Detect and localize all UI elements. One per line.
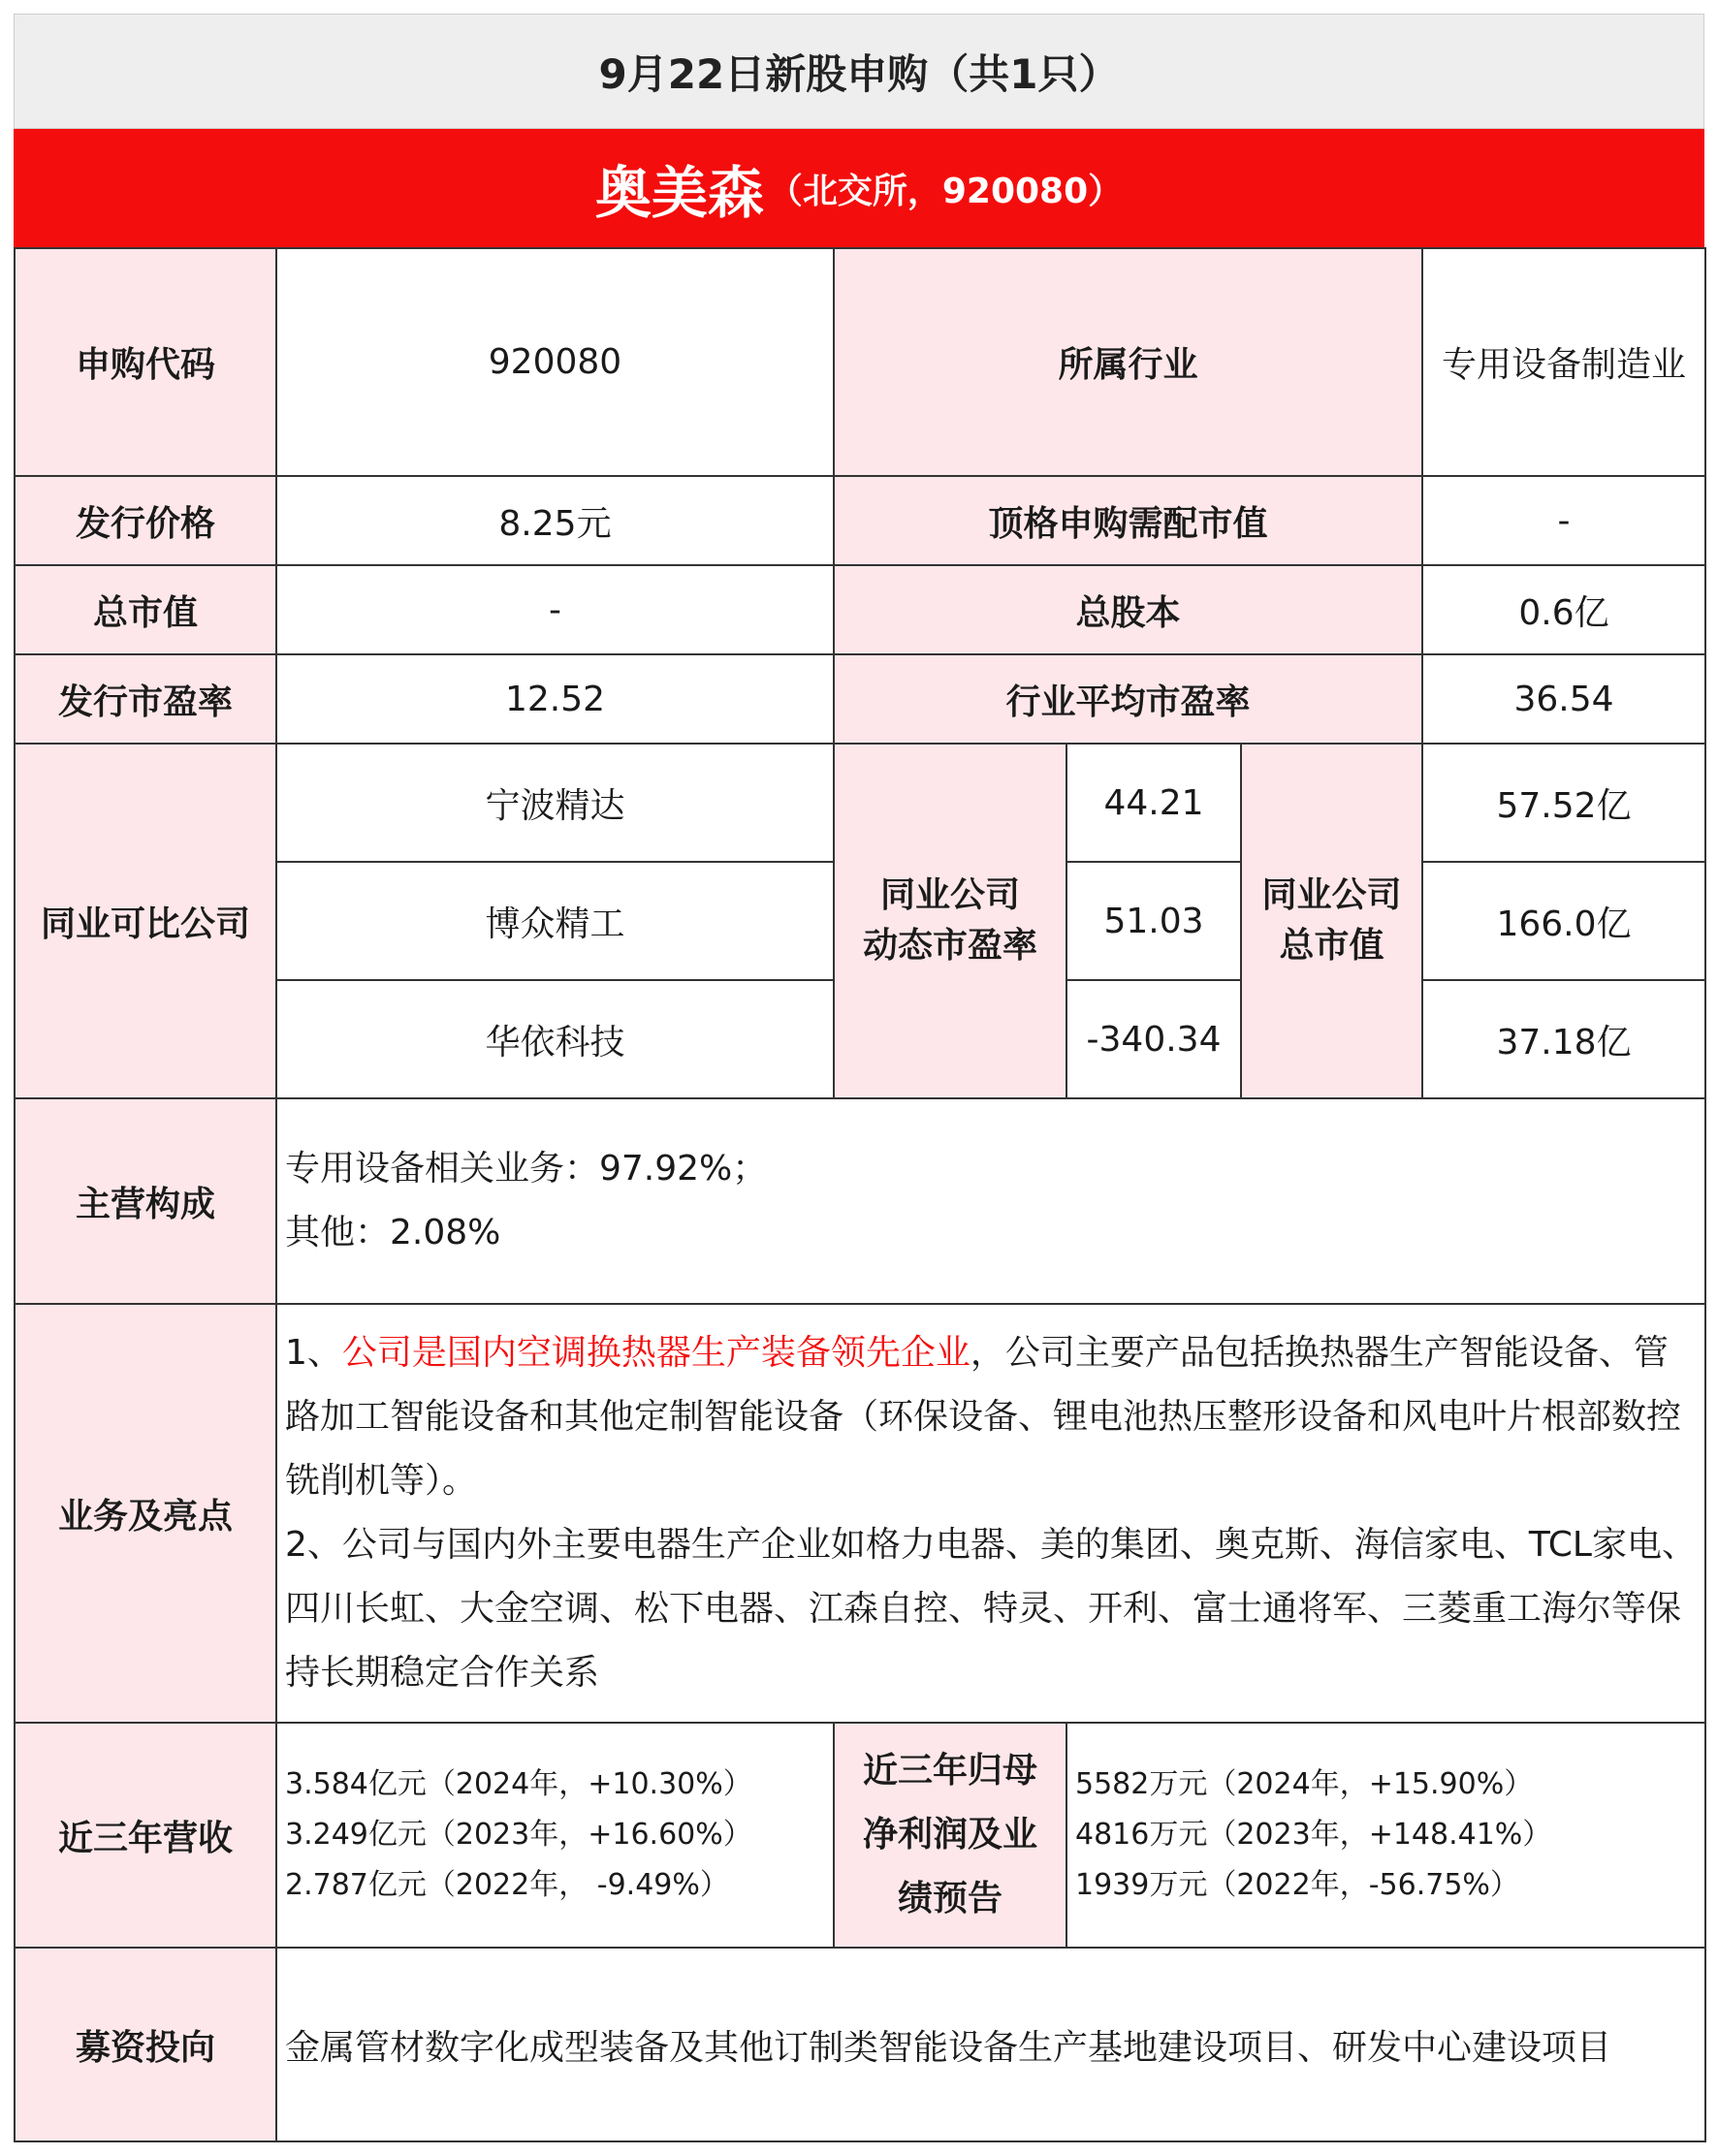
label-peer-cap [1241, 744, 1422, 1098]
profit-2023: 4816万元（2023年，+148.41%） [1075, 1818, 1552, 1852]
value-industry-avg-pe: 36.54 [1422, 654, 1705, 744]
stock-name: 奥美森 [594, 160, 764, 226]
table-row [15, 248, 1705, 476]
main-business-line1: 专用设备相关业务：97.92%； [285, 1149, 768, 1189]
peer-name: 博众精工 [276, 862, 834, 980]
value-industry: 专用设备制造业 [1422, 248, 1705, 476]
label-main-business: 主营构成 [15, 1098, 276, 1304]
table-row [15, 476, 1705, 565]
ipo-info-table [14, 247, 1706, 2142]
label-net-profit-line1: 近三年归母 [862, 1751, 1037, 1791]
label-fund-usage: 募资投向 [15, 1948, 276, 2141]
label-total-shares: 总股本 [834, 565, 1422, 654]
label-total-market-cap: 总市值 [15, 565, 276, 654]
peer-cap: 166.0亿 [1422, 862, 1705, 980]
value-fund-usage: 金属管材数字化成型装备及其他订制类智能设备生产基地建设项目、研发中心建设项目 [276, 1948, 1705, 2141]
main-business-line2: 其他：2.08% [285, 1213, 501, 1252]
table-row [15, 1948, 1705, 2141]
value-subscription-code: 920080 [276, 248, 834, 476]
stock-header [14, 129, 1704, 247]
label-highlights: 业务及亮点 [15, 1304, 276, 1723]
label-industry-avg-pe: 行业平均市盈率 [834, 654, 1422, 744]
table-row [15, 1304, 1705, 1723]
label-revenue: 近三年营收 [15, 1723, 276, 1948]
peer-pe: 51.03 [1066, 862, 1241, 980]
label-peer-cap-line2: 总市值 [1279, 926, 1384, 966]
profit-2022: 1939万元（2022年，-56.75%） [1075, 1868, 1519, 1902]
highlight-1-emphasis: 公司是国内空调换热器生产装备领先企业 [341, 1333, 970, 1373]
table-row [15, 1723, 1705, 1948]
label-issue-pe: 发行市盈率 [15, 654, 276, 744]
label-peer-pe-line1: 同业公司 [879, 875, 1020, 915]
peer-cap: 37.18亿 [1422, 980, 1705, 1098]
label-peer-pe [834, 744, 1066, 1098]
label-issue-price: 发行价格 [15, 476, 276, 565]
table-row [15, 1098, 1705, 1304]
highlight-paragraph-2: 2、公司与国内外主要电器生产企业如格力电器、美的集团、奥克斯、海信家电、TCL家电、四川长虹、大金空调、松下电器、江森自控、特灵、开利、富士通将军、三菱重工海尔等保持长期稳定合作关系 [285, 1525, 1697, 1693]
label-net-profit [834, 1723, 1066, 1948]
revenue-2022: 2.787亿元（2022年， -9.49%） [285, 1868, 729, 1902]
page-title: 9月22日新股申购（共1只） [14, 14, 1704, 129]
label-required-market-value: 顶格申购需配市值 [834, 476, 1422, 565]
label-peer-cap-line1: 同业公司 [1261, 875, 1402, 915]
highlight-1-rest: ，公司主要产品包括换热器生产智能设备、管路加工智能设备和其他定制智能设备（环保设备、锂电池热压整形设备和风电叶片根部数控铣削机等）。 [285, 1333, 1682, 1501]
value-issue-pe: 12.52 [276, 654, 834, 744]
value-issue-price: 8.25元 [276, 476, 834, 565]
table-row [15, 565, 1705, 654]
value-total-shares: 0.6亿 [1422, 565, 1705, 654]
value-revenue [276, 1723, 834, 1948]
peer-name: 宁波精达 [276, 744, 834, 862]
highlight-paragraph-1 [285, 1321, 1697, 1513]
label-net-profit-line2: 净利润及业 [862, 1815, 1037, 1855]
revenue-2023: 3.249亿元（2023年，+16.60%） [285, 1818, 752, 1852]
ipo-card [14, 14, 1704, 2142]
peer-pe: -340.34 [1066, 980, 1241, 1098]
peer-name: 华依科技 [276, 980, 834, 1098]
peer-pe: 44.21 [1066, 744, 1241, 862]
label-net-profit-line3: 绩预告 [897, 1879, 1002, 1918]
table-row [15, 654, 1705, 744]
table-row [15, 744, 1705, 862]
label-peer-pe-line2: 动态市盈率 [862, 926, 1037, 966]
stock-exchange-code: （北交所，920080） [767, 171, 1124, 211]
profit-2024: 5582万元（2024年，+15.90%） [1075, 1767, 1534, 1801]
value-total-market-cap: - [276, 565, 834, 654]
label-peer-companies: 同业可比公司 [15, 744, 276, 1098]
label-subscription-code: 申购代码 [15, 248, 276, 476]
revenue-2024: 3.584亿元（2024年，+10.30%） [285, 1767, 752, 1801]
highlight-1-prefix: 1、 [285, 1333, 342, 1373]
value-highlights [276, 1304, 1705, 1723]
label-industry: 所属行业 [834, 248, 1422, 476]
value-required-market-value: - [1422, 476, 1705, 565]
value-net-profit [1066, 1723, 1705, 1948]
peer-cap: 57.52亿 [1422, 744, 1705, 862]
value-main-business [276, 1098, 1705, 1304]
